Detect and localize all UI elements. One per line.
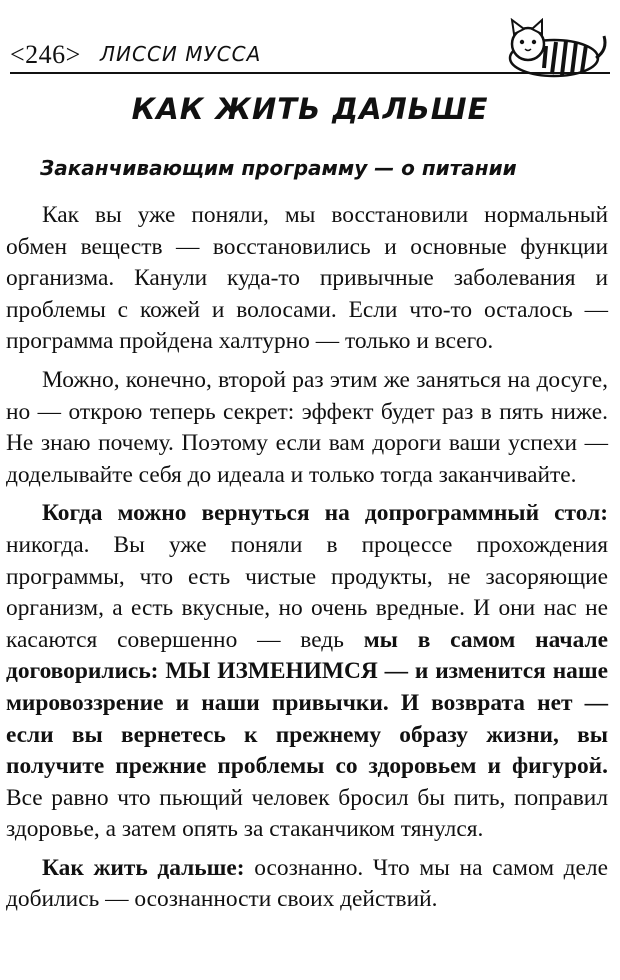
paragraph-text: осознанно. Что мы на самом деле добились — осознанности своих действий. [6,854,608,913]
paragraph-lead: Когда можно вернуться на допрограммный стол: [42,500,608,527]
paragraph: Можно, конечно, второй раз этим же заняться на досуге, но — открою теперь секрет: эффект будет раз в пять ниже. Не знаю почему. Поэтому если вам дороги ваши успехи — доделывайте себя до идеала и только тогда заканчивайте. [6,366,608,488]
body-text [6,200,608,916]
header-rule [10,72,610,74]
running-header-author: ЛИССИ МУССА [100,42,262,66]
paragraph: Как вы уже поняли, мы восстановили нормальный обмен веществ — восстановились и основные функции организма. Канули куда-то привычные заболевания и проблемы с кожей и волосами. Если что-то осталось — программа пройдена халтурно — только и всего. [6,202,608,355]
paragraph-text: Все равно что пьющий человек бросил бы пить, поправил здоровье, а затем опять за стаканчиком тянулся. [6,784,608,843]
page-number: <246> [10,40,81,69]
paragraph-lead: Как жить дальше: [42,854,245,881]
chapter-title: КАК ЖИТЬ ДАЛЬШЕ [131,92,489,126]
section-subtitle: Заканчивающим программу — о питании [40,156,517,180]
paragraph-emphasis: мы в самом начале договорились: МЫ ИЗМЕНИМСЯ — и изменится наше мировоззрение и наши привычки. И возврата нет — если вы вернетесь к прежнему образу жизни, вы получите прежние проблемы со здоровьем и фигурой. [6,626,608,780]
running-header [10,28,610,72]
striped-cat-icon [498,18,610,80]
paragraph-text: никогда. Вы уже поняли в процессе прохождения программы, что есть чистые продукты, не засоряющие организм, а есть вкусные, но очень вредные. И они нас не касаются совершенно — ведь [6,531,608,653]
paragraph [6,853,608,916]
paragraph [6,498,608,846]
